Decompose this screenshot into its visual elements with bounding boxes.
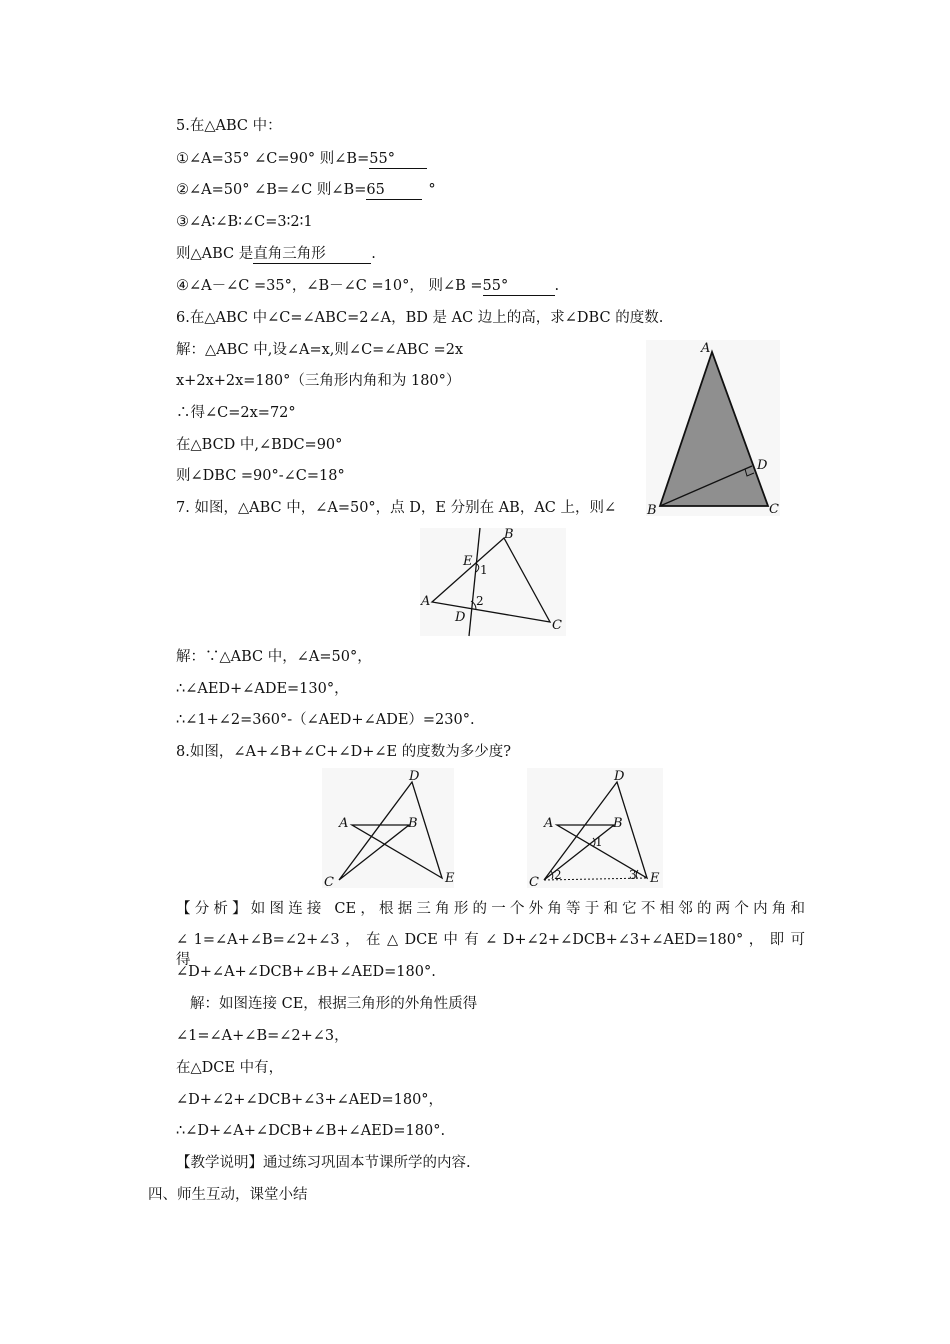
- q6-solution-line-3: ∴得∠C=2x=72°: [176, 405, 296, 421]
- q7-label-c: C: [552, 618, 562, 633]
- q8-fig2-label-3: 3: [629, 868, 637, 882]
- q6-label-a: A: [701, 341, 711, 356]
- q8-fig1-label-a: A: [339, 816, 349, 831]
- q5-item-3: ③∠A∶∠B∶∠C=3∶2∶1: [176, 214, 313, 230]
- q7-solution-line-1: 解：∵△ABC 中，∠A=50°，: [176, 649, 372, 665]
- q5-item-3-suffix: .: [371, 246, 376, 262]
- q8-solution-line-3: 在△DCE 中有，: [176, 1060, 284, 1076]
- q5-item-4-answer: 55°: [483, 278, 555, 296]
- q6-figure: [646, 340, 786, 520]
- q7-label-1: 1: [480, 563, 488, 577]
- q5-item-4-suffix: .: [554, 278, 560, 294]
- q8-fig2-label-2: 2: [554, 868, 562, 882]
- q6-label-c: C: [769, 502, 779, 517]
- q8-figure-1: [322, 768, 458, 893]
- q5-item-3-answer: 直角三角形: [253, 246, 371, 264]
- q5-item-4-text: ④∠A－∠C =35°，∠B－∠C =10°， 则∠B =: [176, 278, 483, 294]
- q8-solution-line-2: ∠1=∠A+∠B=∠2+∠3，: [176, 1028, 349, 1044]
- q8-solution-line-5: ∴∠D+∠A+∠DCB+∠B+∠AED=180°.: [176, 1123, 446, 1139]
- q8-analysis-line-1: 【分析】如图连接 CE，根据三角形的一个外角等于和它不相邻的两个内角和: [176, 901, 805, 917]
- q7-figure: [420, 528, 570, 638]
- section-4-heading: 四、师生互动，课堂小结: [148, 1187, 308, 1203]
- q5-item-2-answer: 65: [366, 182, 422, 200]
- q7-solution-line-2: ∴∠AED+∠ADE=130°，: [176, 681, 349, 697]
- q5-item-1: [176, 149, 427, 169]
- q6-title: 6.在△ABC 中∠C=∠ABC=2∠A，BD 是 AC 边上的高，求∠DBC 的度数.: [176, 310, 664, 326]
- q7-label-d: D: [455, 610, 466, 625]
- q8-analysis-line-3: ∠D+∠A+∠DCB+∠B+∠AED=180°.: [176, 964, 436, 980]
- q6-solution-line-2: x+2x+2x=180°（三角形内角和为 180°）: [176, 373, 461, 389]
- q7-label-e: E: [463, 554, 473, 569]
- q5-item-3-conclusion: [176, 244, 376, 264]
- q5-item-4: [176, 276, 559, 296]
- q6-solution-line-5: 则∠DBC =90°-∠C=18°: [176, 468, 345, 484]
- q8-fig2-label-b: B: [613, 816, 623, 831]
- q8-fig2-label-c: C: [529, 875, 539, 890]
- q8-fig2-label-e: E: [650, 871, 660, 886]
- q8-fig1-label-c: C: [324, 875, 334, 890]
- q5-item-1-answer: 55°: [369, 151, 427, 169]
- q8-figure-2: [527, 768, 667, 893]
- q5-item-2: [176, 180, 436, 200]
- teaching-note: 【教学说明】通过练习巩固本节课所学的内容.: [176, 1155, 471, 1171]
- q5-item-3-text: 则△ABC 是: [176, 246, 254, 262]
- q7-label-a: A: [421, 594, 431, 609]
- q6-label-d: D: [757, 458, 768, 473]
- q5-item-2-suffix: °: [428, 182, 436, 198]
- q7-figure-background: [420, 528, 566, 636]
- q7-solution-line-3: ∴∠1+∠2=360°-（∠AED+∠ADE）=230°.: [176, 712, 475, 728]
- q8-fig1-label-b: B: [408, 816, 418, 831]
- q8-fig2-label-d: D: [614, 769, 625, 784]
- q5-item-1-text: ①∠A=35° ∠C=90° 则∠B=: [176, 151, 370, 167]
- q5-title: 5.在△ABC 中：: [176, 118, 282, 134]
- q7-label-2: 2: [476, 594, 484, 608]
- q7-label-b: B: [504, 527, 514, 542]
- q8-fig1-label-d: D: [409, 769, 420, 784]
- q6-label-b: B: [647, 503, 657, 518]
- q6-solution-line-1: 解：△ABC 中,设∠A=x,则∠C=∠ABC =2x: [176, 342, 464, 358]
- q8-title: 8.如图，∠A+∠B+∠C+∠D+∠E 的度数为多少度?: [176, 744, 511, 760]
- q8-fig2-label-a: A: [544, 816, 554, 831]
- q7-title: 7. 如图，△ABC 中，∠A=50°，点 D，E 分别在 AB，AC 上，则∠: [176, 500, 617, 516]
- q8-solution-line-4: ∠D+∠2+∠DCB+∠3+∠AED=180°，: [176, 1092, 444, 1108]
- q8-fig2-label-1: 1: [595, 835, 603, 849]
- q6-solution-line-4: 在△BCD 中,∠BDC=90°: [176, 437, 343, 453]
- q8-analysis-line-2: ∠ 1=∠A+∠B=∠2+∠3 ， 在 △ DCE 中 有 ∠ D+∠2+∠DCB+∠3+∠AED=180° ， 即 可 得: [176, 932, 805, 968]
- q8-solution-line-1: 解：如图连接 CE，根据三角形的外角性质得: [190, 996, 478, 1012]
- q8-fig1-label-e: E: [445, 871, 455, 886]
- q5-item-2-text: ②∠A=50° ∠B=∠C 则∠B=: [176, 182, 367, 198]
